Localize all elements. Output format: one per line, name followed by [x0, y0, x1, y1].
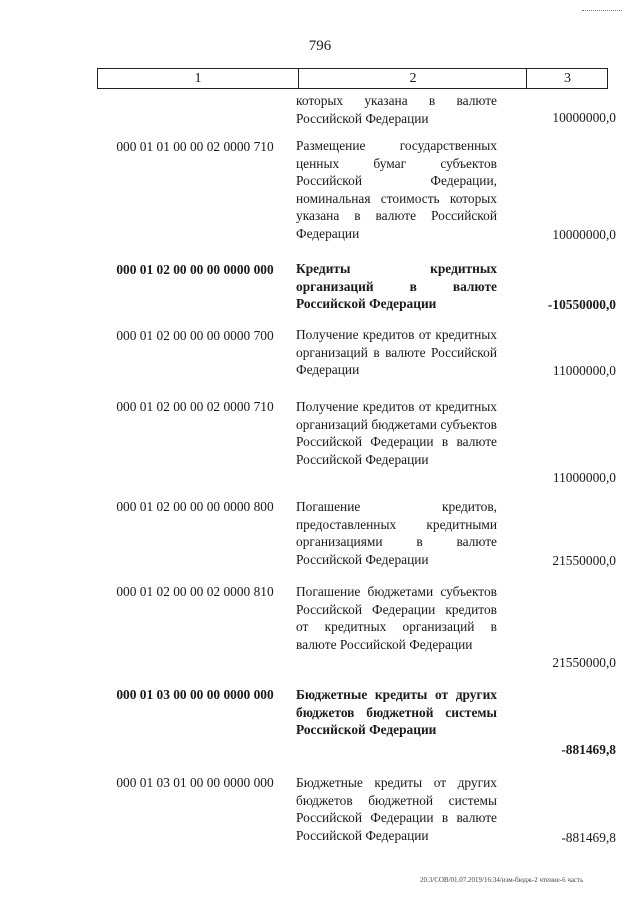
row-code: 000 01 02 00 00 02 0000 710	[116, 399, 274, 414]
row-code: 000 01 02 00 00 00 0000 800	[116, 499, 274, 514]
row-amount: -881469,8	[561, 830, 616, 845]
row-code: 000 01 02 00 00 00 0000 700	[116, 328, 274, 343]
row-amount: 10000000,0	[552, 227, 616, 242]
row-code: 000 01 03 01 00 00 0000 000	[116, 775, 274, 790]
column-header-row	[97, 68, 608, 89]
row-amount: -10550000,0	[547, 297, 616, 312]
row-description: Бюджетные кредиты от других бюджетов бюджетной системы Российской Федерации в валюте Российской Федерации	[296, 775, 497, 843]
row-description: Погашение кредитов, предоставленных кредитными организациями в валюте Российской Федерации	[296, 499, 497, 567]
row-code: 000 01 01 00 00 02 0000 710	[116, 139, 274, 154]
page-number: 796	[308, 38, 332, 54]
row-amount: 11000000,0	[552, 363, 616, 378]
column-header-1: 1	[194, 71, 202, 86]
row-amount: 21550000,0	[552, 655, 616, 670]
row-description: Погашение бюджетами субъектов Российской Федерации кредитов от кредитных организаций в валюте Российской Федерации	[296, 584, 497, 652]
row-description: Размещение государственных ценных бумаг субъектов Российской Федерации, номинальная стоимость которых указана в валюте Российской Федерации	[296, 138, 497, 241]
row-description: Кредиты кредитных организаций в валюте Российской Федерации	[296, 261, 497, 312]
row-amount: 21550000,0	[552, 553, 616, 568]
row-code: 000 01 02 00 00 00 0000 000	[116, 262, 274, 277]
row-description: Получение кредитов от кредитных организаций бюджетами субъектов Российской Федерации в валюте Российской Федерации	[296, 399, 497, 467]
column-header-3: 3	[526, 69, 608, 88]
row-code: 000 01 02 00 00 02 0000 810	[116, 584, 274, 599]
row-description: Бюджетные кредиты от других бюджетов бюджетной системы Российской Федерации	[296, 687, 497, 738]
row-description: Получение кредитов от кредитных организаций в валюте Российской Федерации	[296, 327, 497, 378]
row-amount: -881469,8	[561, 742, 616, 757]
top-dotted-mark	[582, 10, 622, 11]
row-description: которых указана в валюте Российской Федерации	[296, 93, 497, 126]
row-amount: 10000000,0	[552, 110, 616, 125]
footer-note: 20.3/СОВ/01.07.2019/16:34/изм-бюдж-2 чтение-6 часть	[420, 876, 584, 884]
row-amount: 11000000,0	[552, 470, 616, 485]
row-code: 000 01 03 00 00 00 0000 000	[116, 687, 274, 702]
column-header-2: 2	[298, 69, 527, 88]
